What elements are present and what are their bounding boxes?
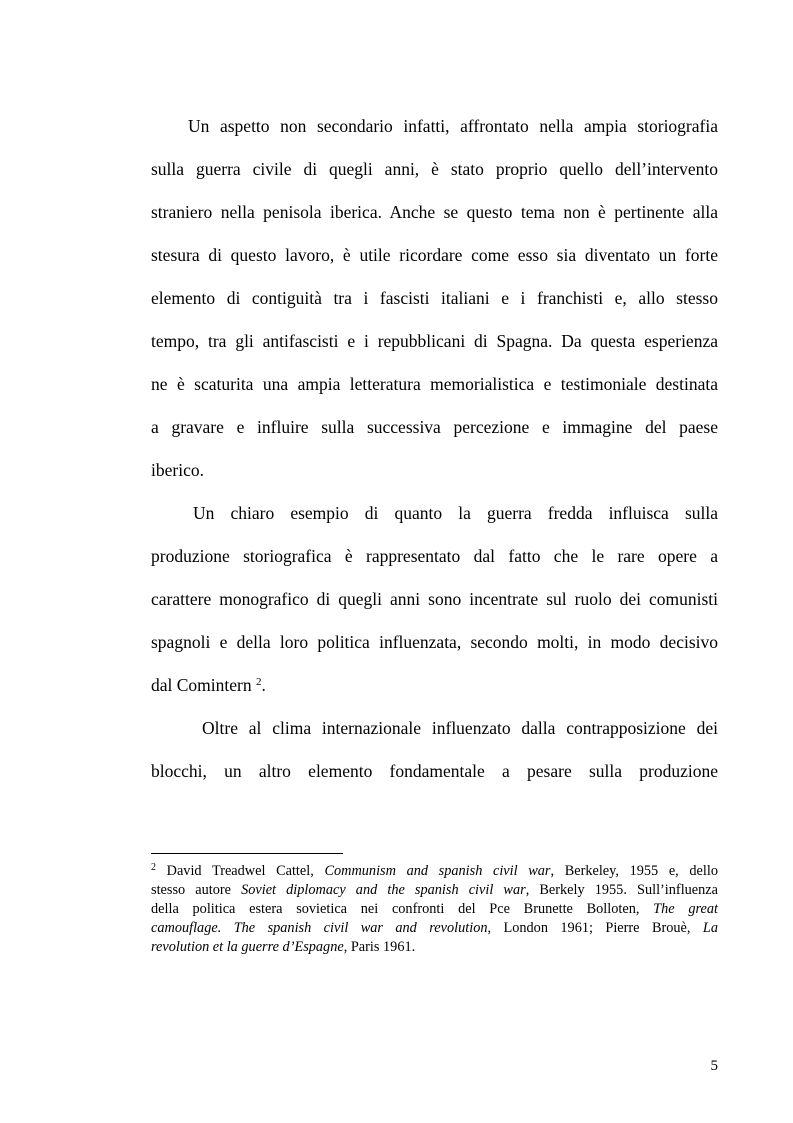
footnote-line-3	[151, 900, 718, 919]
paragraph-2-line-1: Un chiaro esempio di quanto la guerra fredda influisca sulla	[193, 503, 718, 523]
paragraph-2-line-5	[151, 674, 718, 696]
paragraph-1-line-1: Un aspetto non secondario infatti, affrontato nella ampia storiografia	[188, 116, 718, 136]
page-number: 5	[710, 1058, 718, 1074]
footnote-reference[interactable]: 2	[255, 676, 262, 688]
footnote-number: 2	[151, 862, 156, 873]
paragraph-1-line-3: straniero nella penisola iberica. Anche se questo tema non è pertinente alla	[151, 202, 718, 222]
paragraph-1-line-8: a gravare e influire sulla successiva percezione e immagine del paese	[151, 417, 718, 437]
footnote-title: Communism and spanish civil war	[324, 863, 551, 879]
footnote-line-4	[151, 919, 718, 938]
footnote-title: La	[702, 920, 718, 936]
footnote-text: della politica estera sovietica nei confronti del Pce Brunette Bolloten,	[151, 901, 654, 917]
paragraph-1-line-5: elemento di contiguità tra i fascisti italiani e i franchisti e, allo stesso	[151, 288, 718, 308]
footnote-text: stesso autore	[151, 882, 242, 898]
footnote-line-5	[151, 938, 718, 957]
footnote-text: , Paris 1961.	[343, 939, 416, 955]
paragraph-2-line-5-text: dal Comintern	[151, 675, 252, 695]
paragraph-1-line-4: stesura di questo lavoro, è utile ricordare come esso sia diventato un forte	[151, 245, 718, 265]
paragraph-1-line-6: tempo, tra gli antifascisti e i repubblicani di Spagna. Da questa esperienza	[151, 331, 718, 351]
footnote-reference-trailing: .	[261, 675, 266, 695]
footnote-text: , London 1961; Pierre Brouè,	[487, 920, 703, 936]
paragraph-2-line-2: produzione storiografica è rappresentato dal fatto che le rare opere a	[151, 546, 718, 566]
paragraph-2-line-3: carattere monografico di quegli anni sono incentrate sul ruolo dei comunisti	[151, 589, 718, 609]
footnote-separator	[151, 853, 343, 854]
footnote-title: revolution et la guerre d’Espagne	[151, 939, 344, 955]
footnote-text: , Berkeley, 1955 e, dello	[550, 863, 718, 879]
footnote-title: The great	[653, 901, 718, 917]
paragraph-1-line-7: ne è scaturita una ampia letteratura memorialistica e testimoniale destinata	[151, 374, 718, 394]
paragraph-2-line-4: spagnoli e della loro politica influenzata, secondo molti, in modo decisivo	[151, 632, 718, 652]
paragraph-3-line-1: Oltre al clima internazionale influenzato dalla contrapposizione dei	[202, 718, 718, 738]
footnote-line-1	[151, 862, 718, 881]
footnote-title: Soviet diplomacy and the spanish civil war	[241, 882, 526, 898]
paragraph-1-line-2: sulla guerra civile di quegli anni, è stato proprio quello dell’intervento	[151, 159, 718, 179]
footnote-text: David Treadwel Cattel,	[166, 863, 325, 879]
footnote-text: , Berkely 1955. Sull’influenza	[525, 882, 718, 898]
paragraph-1-line-9: iberico.	[151, 460, 204, 480]
footnote-title: camouflage. The spanish civil war and revolution	[151, 920, 488, 936]
footnote-line-2	[151, 881, 718, 900]
paragraph-3-line-2: blocchi, un altro elemento fondamentale a pesare sulla produzione	[151, 761, 718, 781]
